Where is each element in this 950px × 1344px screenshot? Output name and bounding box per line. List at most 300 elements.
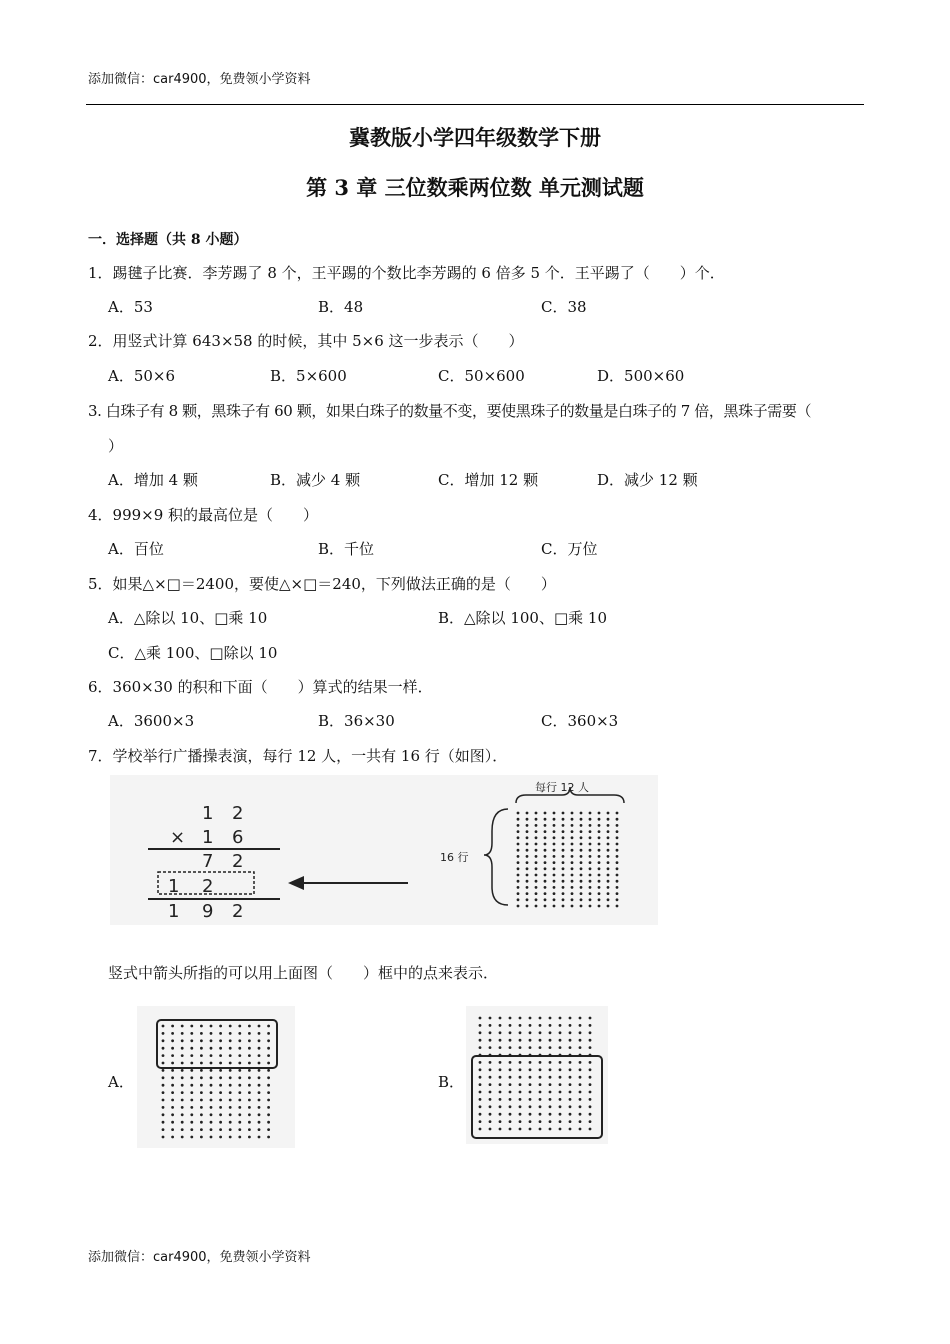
- dot: [616, 874, 619, 877]
- dot: [200, 1113, 203, 1116]
- dot: [607, 898, 610, 901]
- dot: [489, 1024, 492, 1027]
- dot: [598, 812, 601, 815]
- dot: [248, 1039, 251, 1042]
- dot: [519, 1098, 522, 1101]
- dot: [549, 1024, 552, 1027]
- dot: [553, 905, 556, 908]
- dot: [509, 1068, 512, 1071]
- dot: [589, 1031, 592, 1034]
- dot: [562, 874, 565, 877]
- dot: [553, 818, 556, 821]
- dot: [519, 1083, 522, 1086]
- dot: [562, 812, 565, 815]
- dot: [569, 1105, 572, 1108]
- dot: [571, 849, 574, 852]
- dot: [210, 1099, 213, 1102]
- dot: [553, 812, 556, 815]
- dot: [267, 1113, 270, 1116]
- dot: [181, 1062, 184, 1065]
- dot: [539, 1024, 542, 1027]
- dot: [598, 880, 601, 883]
- dot: [562, 886, 565, 889]
- dot: [607, 812, 610, 815]
- dot: [539, 1076, 542, 1079]
- option-a-svg: [137, 1006, 295, 1148]
- dot: [535, 855, 538, 858]
- dot: [526, 830, 529, 833]
- dot: [607, 867, 610, 870]
- dot: [616, 830, 619, 833]
- dot: [162, 1128, 165, 1131]
- dot: [210, 1091, 213, 1094]
- dot: [248, 1076, 251, 1079]
- fig-digit: 1: [168, 901, 180, 922]
- dot: [219, 1032, 222, 1035]
- dot: [219, 1039, 222, 1042]
- dot: [580, 830, 583, 833]
- dot: [559, 1046, 562, 1049]
- dot: [238, 1113, 241, 1116]
- dot: [519, 1076, 522, 1079]
- dot: [569, 1039, 572, 1042]
- dot: [616, 867, 619, 870]
- dot: [539, 1098, 542, 1101]
- dot: [267, 1076, 270, 1079]
- dot: [553, 898, 556, 901]
- dot: [529, 1113, 532, 1116]
- dot: [219, 1136, 222, 1139]
- dot: [598, 849, 601, 852]
- dot: [529, 1061, 532, 1064]
- dot: [569, 1128, 572, 1131]
- dot: [559, 1083, 562, 1086]
- dot: [562, 836, 565, 839]
- dot: [499, 1061, 502, 1064]
- dot: [519, 1120, 522, 1123]
- dot: [529, 1091, 532, 1094]
- fig-brace-left: [484, 809, 508, 905]
- dot: [544, 861, 547, 864]
- dot: [544, 898, 547, 901]
- dot: [559, 1105, 562, 1108]
- dot: [171, 1047, 174, 1050]
- dot: [162, 1113, 165, 1116]
- dot: [248, 1113, 251, 1116]
- dot: [598, 861, 601, 864]
- q7-stem: 7．学校举行广播操表演，每行 12 人，一共有 16 行（如图）．: [88, 747, 508, 765]
- dot: [562, 843, 565, 846]
- dot: [580, 861, 583, 864]
- dot: [238, 1032, 241, 1035]
- dot: [489, 1076, 492, 1079]
- dot: [181, 1128, 184, 1131]
- dot: [529, 1128, 532, 1131]
- dot: [238, 1136, 241, 1139]
- dot: [238, 1099, 241, 1102]
- dot: [579, 1017, 582, 1020]
- dot: [616, 905, 619, 908]
- dot: [519, 1031, 522, 1034]
- dot: [489, 1105, 492, 1108]
- dot: [229, 1084, 232, 1087]
- fig-digit: 7: [202, 851, 214, 872]
- dot: [616, 892, 619, 895]
- dot: [258, 1062, 261, 1065]
- dot: [535, 874, 538, 877]
- dot: [219, 1076, 222, 1079]
- dot: [559, 1113, 562, 1116]
- dot: [562, 867, 565, 870]
- doc-subtitle: 第 3 章 三位数乘两位数 单元测试题: [306, 175, 644, 200]
- dot: [529, 1046, 532, 1049]
- dot: [549, 1128, 552, 1131]
- dot: [190, 1054, 193, 1057]
- dot: [562, 849, 565, 852]
- dot: [229, 1062, 232, 1065]
- dot: [258, 1069, 261, 1072]
- dot: [589, 1113, 592, 1116]
- dot: [479, 1017, 482, 1020]
- dot: [162, 1076, 165, 1079]
- fig-cols-label: 每行 12 人: [535, 781, 589, 794]
- dot: [549, 1091, 552, 1094]
- dot: [181, 1121, 184, 1124]
- dot: [616, 861, 619, 864]
- dot: [267, 1136, 270, 1139]
- dot: [489, 1128, 492, 1131]
- dot: [200, 1062, 203, 1065]
- dot: [569, 1061, 572, 1064]
- dot: [479, 1024, 482, 1027]
- dot: [219, 1069, 222, 1072]
- dot: [509, 1046, 512, 1049]
- dot: [210, 1039, 213, 1042]
- q3-option-a: A．增加 4 颗: [108, 471, 198, 489]
- dot: [499, 1098, 502, 1101]
- dot: [544, 874, 547, 877]
- dot: [162, 1047, 165, 1050]
- dot: [200, 1121, 203, 1124]
- dot: [544, 905, 547, 908]
- dot: [517, 843, 520, 846]
- dot: [519, 1068, 522, 1071]
- doc-title: 冀教版小学四年级数学下册: [349, 125, 601, 150]
- dot: [580, 905, 583, 908]
- dot: [181, 1054, 184, 1057]
- dot: [580, 843, 583, 846]
- dot: [181, 1106, 184, 1109]
- dot: [238, 1039, 241, 1042]
- dot: [229, 1128, 232, 1131]
- dot: [238, 1054, 241, 1057]
- dot: [589, 855, 592, 858]
- option-b-box: [472, 1056, 602, 1138]
- dot: [569, 1083, 572, 1086]
- dot: [529, 1017, 532, 1020]
- dot: [549, 1068, 552, 1071]
- dot: [569, 1120, 572, 1123]
- q1-option-a: A．53: [108, 298, 153, 316]
- dot: [190, 1128, 193, 1131]
- dot: [181, 1032, 184, 1035]
- q5-option-b: B．△除以 100、□乘 10: [438, 609, 607, 627]
- q3-option-c: C．增加 12 颗: [438, 471, 539, 489]
- dot: [553, 843, 556, 846]
- dot: [200, 1099, 203, 1102]
- dot: [162, 1039, 165, 1042]
- q4-stem: 4．999×9 积的最高位是（ ）: [88, 506, 319, 524]
- dot: [539, 1113, 542, 1116]
- dot: [589, 843, 592, 846]
- dot: [529, 1031, 532, 1034]
- dot: [519, 1128, 522, 1131]
- dot: [238, 1062, 241, 1065]
- dot: [248, 1128, 251, 1131]
- dot: [589, 1083, 592, 1086]
- dot: [589, 830, 592, 833]
- dot: [479, 1098, 482, 1101]
- dot: [258, 1076, 261, 1079]
- dot: [258, 1113, 261, 1116]
- dot: [229, 1039, 232, 1042]
- dot: [229, 1091, 232, 1094]
- dot: [267, 1084, 270, 1087]
- dot: [589, 880, 592, 883]
- dot: [479, 1061, 482, 1064]
- dot: [519, 1105, 522, 1108]
- dot: [517, 892, 520, 895]
- dot: [171, 1054, 174, 1057]
- dot: [229, 1136, 232, 1139]
- dot: [517, 880, 520, 883]
- dot: [238, 1128, 241, 1131]
- dot: [526, 836, 529, 839]
- dot: [580, 874, 583, 877]
- section-heading: 一．选择题（共 8 小题）: [88, 232, 248, 248]
- dot: [553, 861, 556, 864]
- q2-option-a: A．50×6: [108, 367, 176, 385]
- dot: [171, 1076, 174, 1079]
- dot: [248, 1032, 251, 1035]
- dot: [489, 1068, 492, 1071]
- dot: [526, 905, 529, 908]
- dot: [529, 1105, 532, 1108]
- dot: [499, 1128, 502, 1131]
- dot: [229, 1054, 232, 1057]
- dot: [200, 1084, 203, 1087]
- dot: [181, 1025, 184, 1028]
- dot: [210, 1054, 213, 1057]
- dot: [616, 818, 619, 821]
- dot: [559, 1031, 562, 1034]
- dot: [535, 898, 538, 901]
- q5-stem: 5．如果△×□＝2400，要使△×□＝240，下列做法正确的是（ ）: [88, 575, 556, 593]
- dot: [535, 849, 538, 852]
- dot: [526, 824, 529, 827]
- dot: [549, 1061, 552, 1064]
- dot: [616, 812, 619, 815]
- dot: [210, 1106, 213, 1109]
- dot: [539, 1061, 542, 1064]
- dot: [526, 849, 529, 852]
- dot: [571, 905, 574, 908]
- dot: [580, 898, 583, 901]
- dot: [509, 1061, 512, 1064]
- dot: [210, 1069, 213, 1072]
- q1-option-b: B．48: [318, 298, 364, 316]
- dot: [616, 836, 619, 839]
- dot: [616, 849, 619, 852]
- dot: [171, 1032, 174, 1035]
- dot: [181, 1039, 184, 1042]
- dot: [248, 1062, 251, 1065]
- header-rule: [86, 104, 864, 105]
- dot: [580, 886, 583, 889]
- dot: [258, 1121, 261, 1124]
- q6-option-b: B．36×30: [318, 712, 395, 730]
- dot: [579, 1083, 582, 1086]
- dot: [553, 874, 556, 877]
- dot: [267, 1069, 270, 1072]
- dot: [210, 1025, 213, 1028]
- dot: [569, 1017, 572, 1020]
- dot: [598, 898, 601, 901]
- dot: [579, 1068, 582, 1071]
- dot: [171, 1069, 174, 1072]
- dot: [529, 1098, 532, 1101]
- dot: [181, 1099, 184, 1102]
- dot: [181, 1076, 184, 1079]
- dot: [190, 1069, 193, 1072]
- q4-option-c: C．万位: [541, 540, 598, 558]
- dot: [258, 1047, 261, 1050]
- dot: [248, 1136, 251, 1139]
- dot: [267, 1039, 270, 1042]
- dot: [499, 1068, 502, 1071]
- dot: [489, 1017, 492, 1020]
- dot: [509, 1076, 512, 1079]
- q2-stem: 2．用竖式计算 643×58 的时候，其中 5×6 这一步表示（ ）: [88, 332, 524, 350]
- dot: [210, 1062, 213, 1065]
- dot: [258, 1106, 261, 1109]
- dot: [489, 1039, 492, 1042]
- dot: [479, 1046, 482, 1049]
- dot: [479, 1083, 482, 1086]
- dot: [190, 1062, 193, 1065]
- dot: [200, 1128, 203, 1131]
- dot: [529, 1039, 532, 1042]
- dot: [544, 818, 547, 821]
- dot: [248, 1099, 251, 1102]
- dot: [562, 905, 565, 908]
- dot: [589, 1024, 592, 1027]
- dot: [526, 867, 529, 870]
- dot: [589, 1120, 592, 1123]
- dot: [539, 1068, 542, 1071]
- dot: [229, 1121, 232, 1124]
- dot: [190, 1076, 193, 1079]
- dot: [549, 1105, 552, 1108]
- dot: [549, 1017, 552, 1020]
- dot: [190, 1106, 193, 1109]
- dot: [517, 861, 520, 864]
- dot: [519, 1017, 522, 1020]
- q6-option-c: C．360×3: [541, 712, 619, 730]
- dot: [562, 830, 565, 833]
- dot: [589, 1091, 592, 1094]
- dot: [559, 1076, 562, 1079]
- dot: [258, 1099, 261, 1102]
- dot: [519, 1039, 522, 1042]
- dot: [519, 1024, 522, 1027]
- dot: [509, 1039, 512, 1042]
- dot: [549, 1046, 552, 1049]
- page-footer: 添加微信：car4900，免费领小学资料: [88, 1250, 311, 1265]
- dot: [238, 1106, 241, 1109]
- dot: [162, 1054, 165, 1057]
- dot: [526, 880, 529, 883]
- dot: [589, 812, 592, 815]
- dot: [529, 1068, 532, 1071]
- dot: [519, 1091, 522, 1094]
- dot: [616, 855, 619, 858]
- dot: [589, 1128, 592, 1131]
- dot: [589, 892, 592, 895]
- dot: [616, 843, 619, 846]
- dot: [598, 874, 601, 877]
- dot: [190, 1025, 193, 1028]
- dot: [499, 1017, 502, 1020]
- dot: [580, 867, 583, 870]
- dot: [210, 1113, 213, 1116]
- fig-digit: 2: [202, 876, 214, 897]
- dot: [181, 1069, 184, 1072]
- dot: [238, 1069, 241, 1072]
- dot: [258, 1136, 261, 1139]
- fig-rows-label: 16 行: [440, 851, 469, 864]
- q2-option-d: D．500×60: [597, 367, 685, 385]
- dot: [616, 886, 619, 889]
- dot: [607, 849, 610, 852]
- dot: [171, 1128, 174, 1131]
- dot: [544, 855, 547, 858]
- dot: [526, 874, 529, 877]
- dot: [579, 1046, 582, 1049]
- dot: [509, 1031, 512, 1034]
- dot: [499, 1120, 502, 1123]
- dot: [580, 818, 583, 821]
- dot: [559, 1091, 562, 1094]
- dot: [509, 1024, 512, 1027]
- dot: [571, 898, 574, 901]
- dot: [589, 1098, 592, 1101]
- dot: [190, 1084, 193, 1087]
- dot: [210, 1032, 213, 1035]
- dot: [526, 861, 529, 864]
- dot: [162, 1025, 165, 1028]
- dot: [569, 1076, 572, 1079]
- dot: [517, 836, 520, 839]
- dot: [489, 1091, 492, 1094]
- dot: [190, 1032, 193, 1035]
- dot: [267, 1025, 270, 1028]
- dot: [607, 874, 610, 877]
- dot: [607, 818, 610, 821]
- dot: [579, 1105, 582, 1108]
- dot: [499, 1076, 502, 1079]
- dot: [544, 892, 547, 895]
